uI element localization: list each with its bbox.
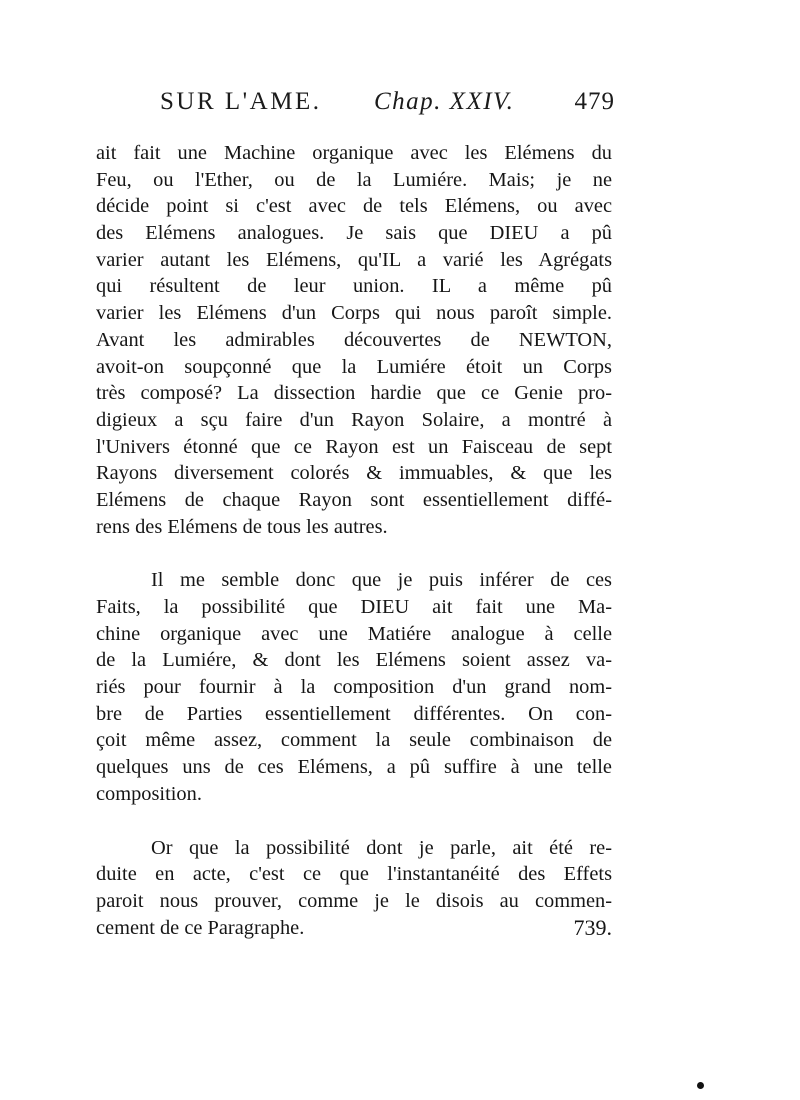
text-line: des Elémens analogues. Je sais que DIEU a pû (96, 222, 612, 245)
text-line: bre de Parties essentiellement différentes. On con- (96, 702, 612, 725)
text-line: chine organique avec une Matiére analogue à celle (96, 622, 612, 645)
text-line: l'Univers étonné que ce Rayon est un Faisceau de sept (96, 435, 612, 458)
text-line: très composé? La dissection hardie que ce Genie pro- (96, 382, 612, 405)
text-line: Elémens de chaque Rayon sont essentiellement diffé- (96, 488, 612, 511)
text-line: çoit même assez, comment la seule combinaison de (96, 729, 612, 752)
text-line: quelques uns de ces Elémens, a pû suffire à une telle (96, 756, 612, 779)
text-line: rens des Elémens de tous les autres. (96, 515, 388, 538)
text-line: varier les Elémens d'un Corps qui nous paroît simple. (96, 302, 612, 325)
body-text (96, 140, 612, 941)
text-line: cement de ce Paragraphe. (96, 916, 305, 939)
text-line: varier autant les Elémens, qu'IL a varié les Agrégats (96, 248, 612, 271)
text-line: ait fait une Machine organique avec les Elémens du (96, 142, 612, 164)
chapter-label: Chap. XXIV. (374, 88, 515, 115)
text-line: qui résultent de leur union. IL a même pû (96, 275, 612, 298)
text-line: Rayons diversement colorés & immuables, & que les (96, 462, 612, 485)
text-line: duite en acte, c'est ce que l'instantanéité des Effets (96, 863, 612, 886)
text-line: riés pour fournir à la composition d'un grand nom- (96, 676, 612, 699)
paragraph-3 (96, 835, 612, 942)
text-line: de la Lumiére, & dont les Elémens soient assez va- (96, 649, 612, 672)
text-line: digieux a sçu faire d'un Rayon Solaire, a montré à (96, 408, 612, 431)
text-line: Avant les admirables découvertes de NEWTON, (96, 328, 612, 351)
running-header (160, 88, 615, 128)
paragraph-1 (96, 140, 612, 540)
page-number: 479 (574, 88, 615, 115)
running-title: SUR L'AME. (160, 88, 322, 115)
text-line: Faits, la possibilité que DIEU ait fait une Ma- (96, 596, 612, 618)
text-line: paroit nous prouver, comme je le disois au commen- (96, 889, 612, 912)
ink-speck (697, 1082, 704, 1089)
text-line: avoit-on soupçonné que la Lumiére étoit un Corps (96, 355, 612, 378)
last-line-with-catchword (96, 915, 612, 942)
text-line: Feu, ou l'Ether, ou de la Lumiére. Mais; je ne (96, 168, 612, 191)
text-line: composition. (96, 782, 202, 805)
paragraph-2 (96, 567, 612, 807)
text-line: Il me semble donc que je puis inférer de ces (151, 569, 612, 592)
text-line: décide point si c'est avec de tels Elémens, ou avec (96, 195, 612, 218)
catchword: 739. (573, 914, 612, 940)
text-line: Or que la possibilité dont je parle, ait été re- (151, 836, 612, 859)
